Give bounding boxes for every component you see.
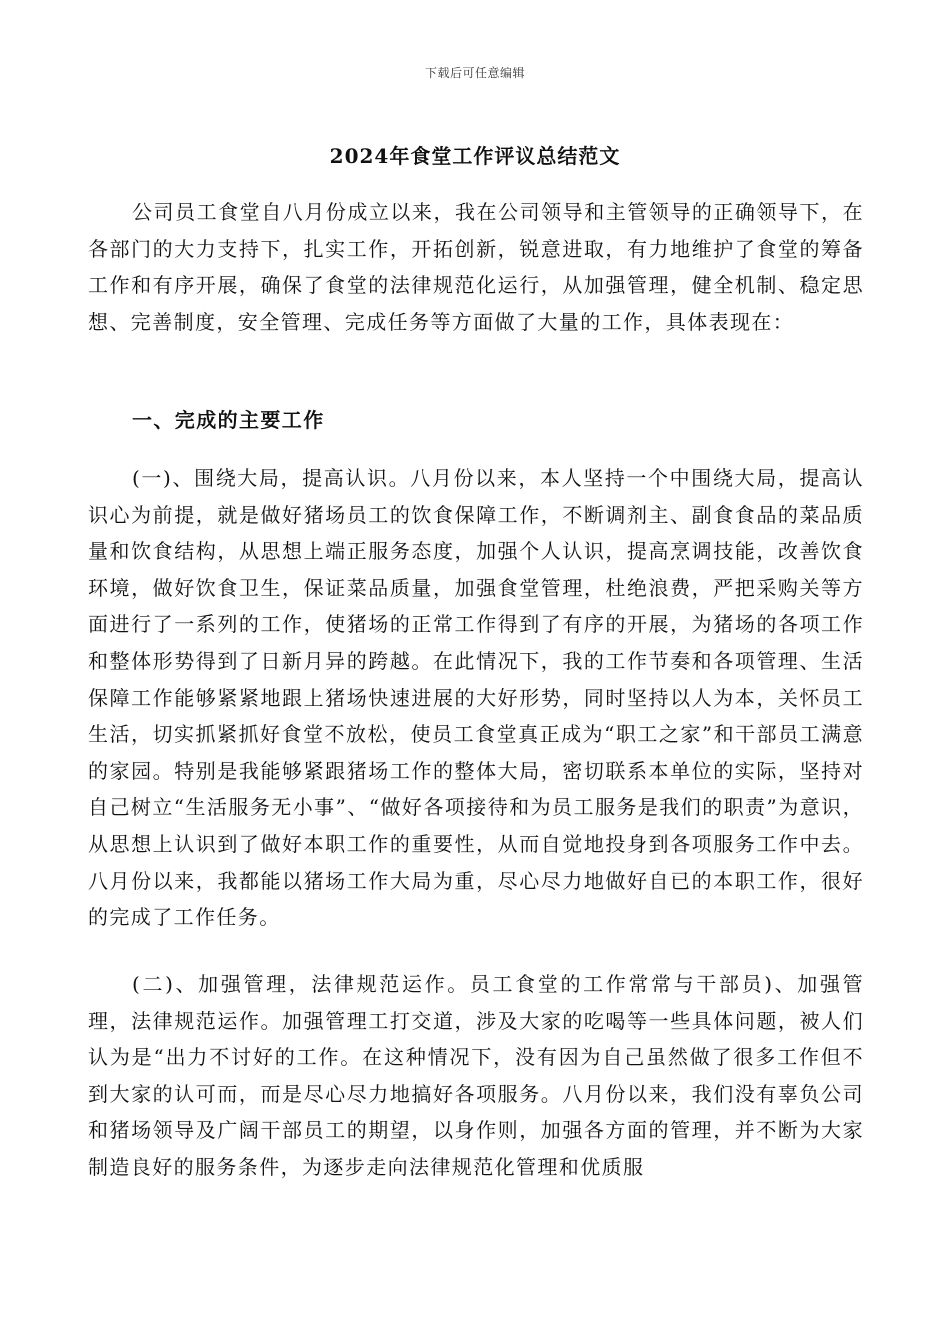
item-1-paragraph: (一)、围绕大局，提高认识。八月份以来，本人坚持一个中围绕大局，提高认识心为前提，就是做好猪场员工的饮食保障工作，不断调剂主、副食食品的菜品质量和饮食结构，从思想上端正服务态度，加强个人认识，提高烹调技能，改善饮食环境，做好饮食卫生，保证菜品质量，加强食堂管理，杜绝浪费，严把采购关等方面进行了一系列的工作，使猪场的正常工作得到了有序的开展，为猪场的各项工作和整体形势得到了日新月异的跨越。在此情况下，我的工作节奏和各项管理、生活保障工作能够紧紧地跟上猪场快速进展的大好形势，同时坚持以人为本，关怀员工生活，切实抓紧抓好食堂不放松，使员工食堂真正成为“职工之家”和干部员工满意的家园。特别是我能够紧跟猪场工作的整体大局，密切联系本单位的实际，坚持对自己树立“生活服务无小事”、“做好各项接待和为员工服务是我们的职责”为意识，从思想上认识到了做好本职工作的重要性，从而自觉地投身到各项服务工作中去。八月份以来，我都能以猪场工作大局为重，尽心尽力地做好自已的本职工作，很好的完成了工作任务。 xyxy=(88,466,864,930)
intro-paragraph: 公司员工食堂自八月份成立以来，我在公司领导和主管领导的正确领导下，在各部门的大力支持下，扎实工作，开拓创新，锐意进取，有力地维护了食堂的筹备工作和有序开展，确保了食堂的法律规范化运行，从加强管理，健全机制、稳定思想、完善制度，安全管理、完成任务等方面做了大量的工作，具体表现在： xyxy=(88,200,864,334)
item-2-paragraph: (二)、加强管理，法律规范运作。员工食堂的工作常常与干部员)、加强管理，法律规范运作。加强管理工打交道，涉及大家的吃喝等一些具体问题，被人们认为是“出力不讨好的工作。在这种情况下，没有因为自己虽然做了很多工作但不到大家的认可而，而是尽心尽力地搞好各项服务。八月份以来，我们没有辜负公司和猪场领导及广阔干部员工的期望，以身作则，加强各方面的管理，并不断为大家制造良好的服务条件，为逐步走向法律规范化管理和优质服 xyxy=(88,972,864,1179)
header-note: 下载后可任意编辑 xyxy=(424,66,525,80)
section-heading: 一、完成的主要工作 xyxy=(132,408,325,432)
document-title: 2024年食堂工作评议总结范文 xyxy=(329,144,621,168)
